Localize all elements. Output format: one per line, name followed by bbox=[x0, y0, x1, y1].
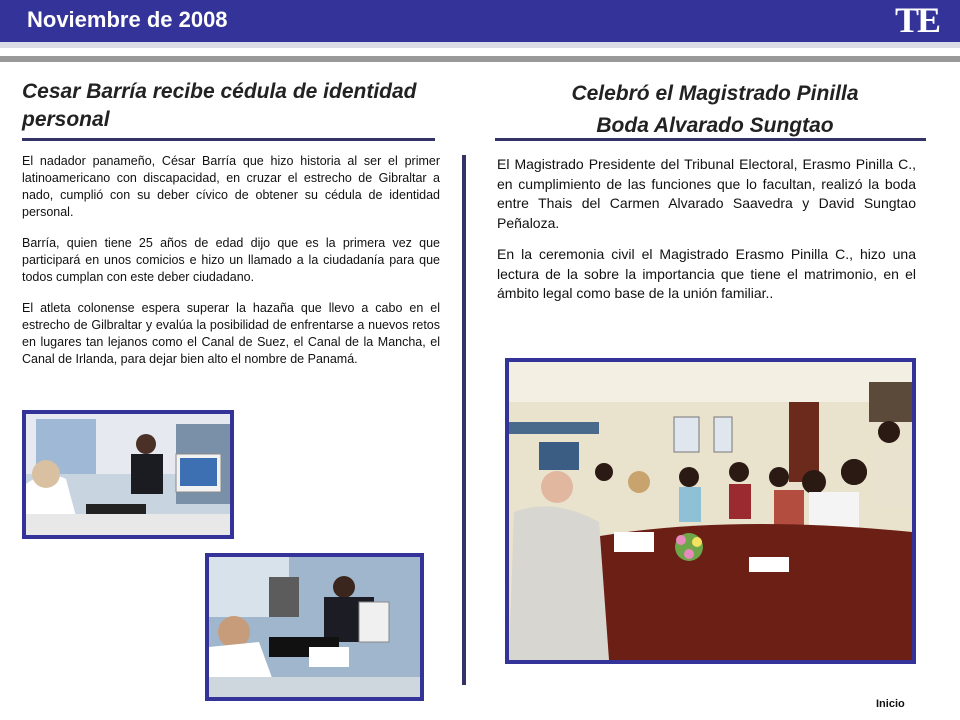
title-underline bbox=[22, 138, 435, 141]
paragraph: El nadador panameño, César Barría que hizo historia al ser el primer latinoamericano con discapacidad, en cruzar el estrecho de Gibraltar a nado, cumplió con su deber cívico de obtener su cédula de identidad personal. bbox=[22, 154, 440, 219]
photo-signing-document bbox=[205, 553, 424, 701]
header-stripe bbox=[0, 56, 960, 62]
paragraph: En la ceremonia civil el Magistrado Erasmo Pinilla C., hizo una lectura de la sobre la importancia que tiene el matrimonio, en el ámbito legal como base de la unión familiar.. bbox=[497, 246, 916, 301]
title-line: Boda Alvarado Sungtao bbox=[596, 114, 834, 137]
paragraph: El Magistrado Presidente del Tribunal Electoral, Erasmo Pinilla C., en cumplimiento de las funciones que lo facultan, realizó la boda entre Thais del Carmen Alvarado Saavedra y David Sungtao Peñaloza. bbox=[497, 156, 916, 231]
paragraph: Barría, quien tiene 25 años de edad dijo que es la primera vez que participará en unos comicios e hizo un llamado a la ciudadanía para que todos cumplan con este deber ciudadano. bbox=[22, 236, 440, 284]
title-line: Celebró el Magistrado Pinilla bbox=[571, 82, 859, 105]
left-article-body bbox=[22, 153, 440, 382]
right-article-body bbox=[497, 155, 916, 316]
left-article-title: Cesar Barría recibe cédula de identidad personal bbox=[22, 80, 417, 131]
title-underline bbox=[495, 138, 926, 141]
photo-id-registration bbox=[22, 410, 234, 539]
header-stripe bbox=[0, 48, 960, 54]
column-divider bbox=[462, 155, 466, 685]
inicio-link[interactable]: Inicio bbox=[876, 698, 905, 710]
header-date: Noviembre de 2008 bbox=[27, 7, 228, 32]
right-article-title bbox=[495, 78, 935, 142]
paragraph: El atleta colonense espera superar la hazaña que llevo a cabo en el estrecho de Gilbraltar y evalúa la posibilidad de enfrentarse a nuevos retos en lugares tan lejanos como el Canal de Suez, el Canal de la Mancha, el Canal de Irlanda, para dejar bien alto el nombre de Panamá. bbox=[22, 301, 440, 366]
photo-wedding-ceremony bbox=[505, 358, 916, 664]
te-logo: TE bbox=[895, 0, 940, 40]
